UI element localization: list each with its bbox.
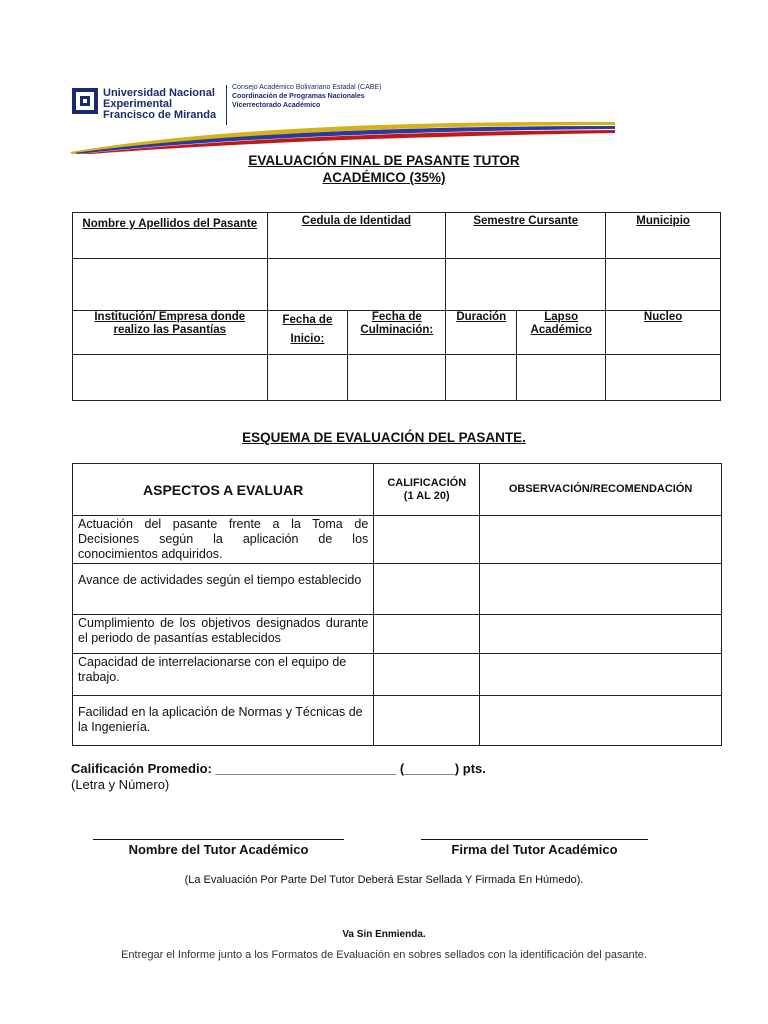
average-grade-label: Calificación Promedio:	[71, 761, 212, 776]
observation-cell[interactable]	[480, 654, 722, 696]
end-date-cell[interactable]	[348, 355, 446, 401]
grade-cell[interactable]	[374, 654, 480, 696]
institution-cell[interactable]	[73, 355, 268, 401]
title-line-2: ACADÉMICO (35%)	[322, 170, 446, 185]
delivery-note: Entregar el Informe junto a los Formatos de Evaluación en sobres sellados con la identificación del pasante.	[121, 949, 647, 961]
id-card-cell[interactable]	[267, 259, 446, 311]
semester-cell[interactable]	[446, 259, 606, 311]
header-aspects: ASPECTOS A EVALUAR	[73, 464, 374, 516]
evaluation-table	[72, 463, 722, 746]
header-student-name: Nombre y Apellidos del Pasante	[73, 213, 268, 259]
aspect-activity-progress: Avance de actividades según el tiempo establecido	[73, 564, 374, 615]
observation-cell[interactable]	[480, 564, 722, 615]
header-academic-period: Lapso Académico	[517, 311, 606, 355]
tutor-name-label: Nombre del Tutor Académico	[128, 842, 309, 857]
observation-cell[interactable]	[480, 696, 722, 746]
tutor-signature-line[interactable]	[421, 839, 648, 840]
nucleus-cell[interactable]	[606, 355, 721, 401]
header-grade	[374, 464, 480, 516]
header-nucleus: Nucleo	[606, 311, 721, 355]
header-municipality: Municipio	[606, 213, 721, 259]
student-name-cell[interactable]	[73, 259, 268, 311]
average-grade-points[interactable]: (_______) pts.	[399, 761, 486, 776]
document-title	[0, 152, 768, 186]
grade-cell[interactable]	[374, 696, 480, 746]
municipality-cell[interactable]	[606, 259, 721, 311]
observation-cell[interactable]	[480, 516, 722, 564]
grade-cell[interactable]	[374, 516, 480, 564]
header-grade-line-1: CALIFICACIÓN	[387, 476, 467, 489]
no-amendment-note: Va Sin Enmienda.	[342, 929, 426, 940]
university-name-line-2: Experimental	[103, 98, 173, 110]
header-grade-line-2: (1 AL 20)	[403, 489, 450, 502]
header-id-card: Cedula de Identidad	[267, 213, 446, 259]
academic-period-cell[interactable]	[517, 355, 606, 401]
header-observation: OBSERVACIÓN/RECOMENDACIÓN	[480, 464, 722, 516]
header-duration: Duración	[446, 311, 517, 355]
council-line-2: Coordinación de Programas Nacionales	[232, 93, 365, 100]
start-date-cell[interactable]	[267, 355, 348, 401]
aspect-teamwork: Capacidad de interrelacionarse con el equipo de trabajo.	[73, 654, 374, 696]
grade-cell[interactable]	[374, 615, 480, 654]
university-name-line-3: Francisco de Miranda	[103, 109, 217, 121]
title-line-1-part-2: TUTOR	[473, 153, 520, 168]
header-end-date: Fecha de Culminación:	[348, 311, 446, 355]
aspect-decision-making: Actuación del pasante frente a la Toma de Decisiones según la aplicación de los conocimientos adquiridos.	[73, 516, 374, 564]
section-title: ESQUEMA DE EVALUACIÓN DEL PASANTE.	[242, 430, 526, 445]
council-line-1: Consejo Académico Bolivariano Estadal (CABE)	[232, 84, 382, 91]
university-logo-icon	[72, 88, 98, 114]
observation-cell[interactable]	[480, 615, 722, 654]
tutor-signature-label: Firma del Tutor Académico	[451, 842, 618, 857]
aspect-engineering-norms: Facilidad en la aplicación de Normas y Técnicas de la Ingeniería.	[73, 696, 374, 746]
seal-note: (La Evaluación Por Parte Del Tutor Deberá Estar Sellada Y Firmada En Húmedo).	[184, 874, 584, 886]
tutor-name-line[interactable]	[93, 839, 344, 840]
aspect-objectives: Cumplimiento de los objetivos designados durante el periodo de pasantías establecidos	[73, 615, 374, 654]
letter-number-note: (Letra y Número)	[71, 777, 170, 792]
student-info-table	[72, 212, 721, 401]
header-institution: Institución/ Empresa donde realizo las Pasantías	[73, 311, 268, 355]
document-header	[0, 80, 768, 155]
average-grade-row	[71, 761, 486, 776]
grade-cell[interactable]	[374, 564, 480, 615]
university-name-line-1: Universidad Nacional	[103, 87, 215, 99]
council-line-3: Vicerrectorado Académico	[232, 102, 321, 109]
title-line-1-part-1: EVALUACIÓN FINAL DE PASANTE	[248, 153, 470, 168]
header-start-date: Fecha de Inicio:	[267, 311, 348, 355]
header-semester: Semestre Cursante	[446, 213, 606, 259]
flag-swoosh-decoration	[60, 109, 620, 154]
average-grade-blank[interactable]: _________________________	[215, 761, 397, 776]
duration-cell[interactable]	[446, 355, 517, 401]
